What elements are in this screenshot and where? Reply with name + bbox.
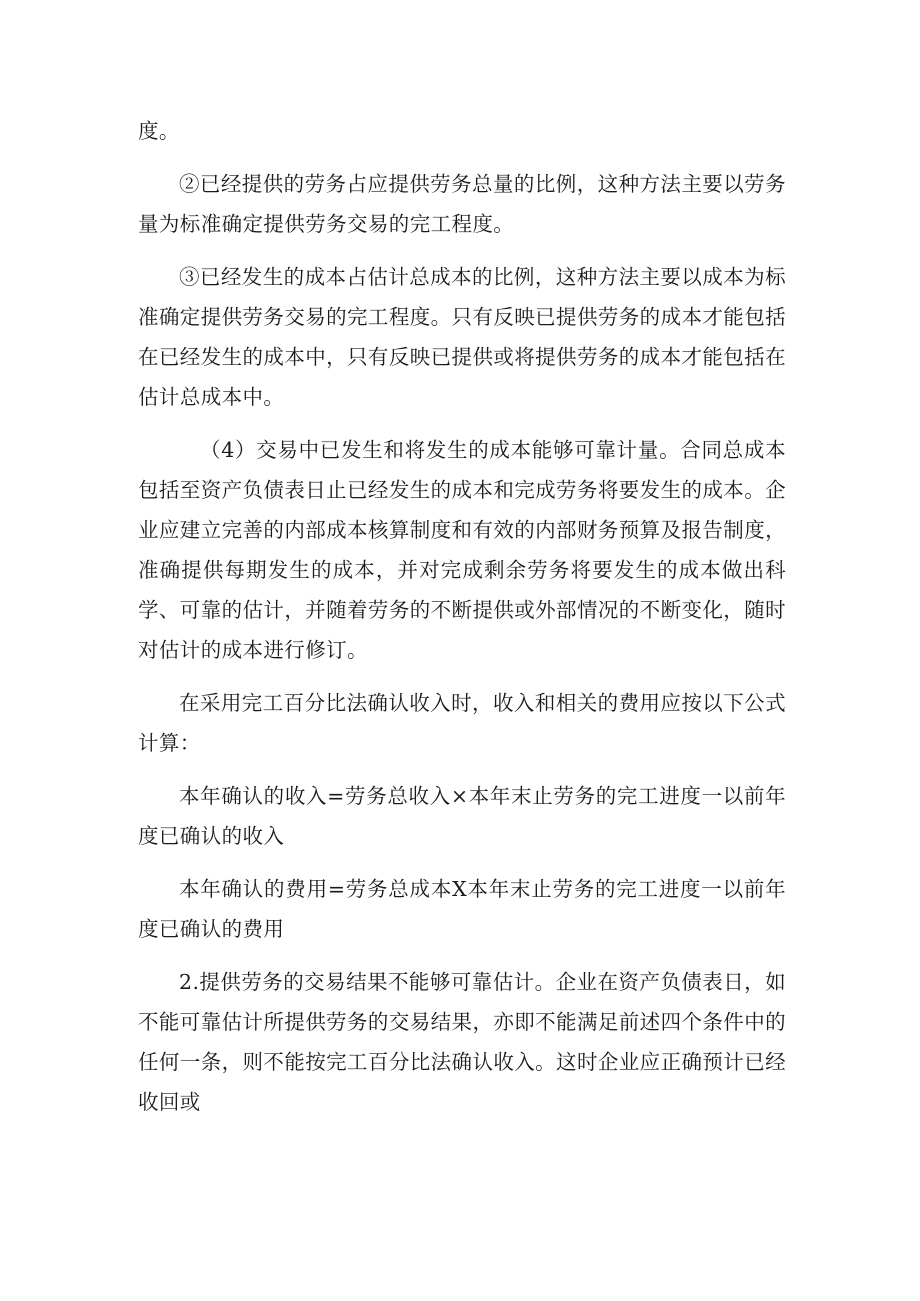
paragraph-section-2: 2.提供劳务的交易结果不能够可靠估计。企业在资产负债表日，如不能可靠估计所提供劳务的交易结果，亦即不能满足前述四个条件中的任何一条，则不能按完工百分比法确认收入。这时企业应正确预计已经收回或 [138, 970, 786, 1114]
paragraph-formula-expense: 本年确认的费用=劳务总成本X本年末止劳务的完工进度一以前年度已确认的费用 [138, 877, 786, 941]
paragraph-continuation: 度。 [138, 119, 180, 143]
paragraph-formula-revenue: 本年确认的收入=劳务总收入×本年末止劳务的完工进度一以前年度已确认的收入 [138, 784, 786, 848]
document-body [138, 111, 786, 1135]
paragraph-formula-intro: 在采用完工百分比法确认收入时，收入和相关的费用应按以下公式计算： [138, 691, 786, 755]
paragraph-method-3: ③已经发生的成本占估计总成本的比例，这种方法主要以成本为标准确定提供劳务交易的完工程度。只有反映已提供劳务的成本才能包括在已经发生的成本中，只有反映已提供或将提供劳务的成本才能包括在估计总成本中。 [138, 265, 786, 409]
paragraph-method-2: ②已经提供的劳务占应提供劳务总量的比例，这种方法主要以劳务量为标准确定提供劳务交易的完工程度。 [138, 172, 786, 236]
paragraph-condition-4: （4）交易中已发生和将发生的成本能够可靠计量。合同总成本包括至资产负债表日止已经发生的成本和完成劳务将要发生的成本。企业应建立完善的内部成本核算制度和有效的内部财务预算及报告制度，准确提供每期发生的成本，并对完成剩余劳务将要发生的成本做出科学、可靠的估计，并随着劳务的不断提供或外部情况的不断变化，随时对估计的成本进行修订。 [138, 438, 786, 662]
